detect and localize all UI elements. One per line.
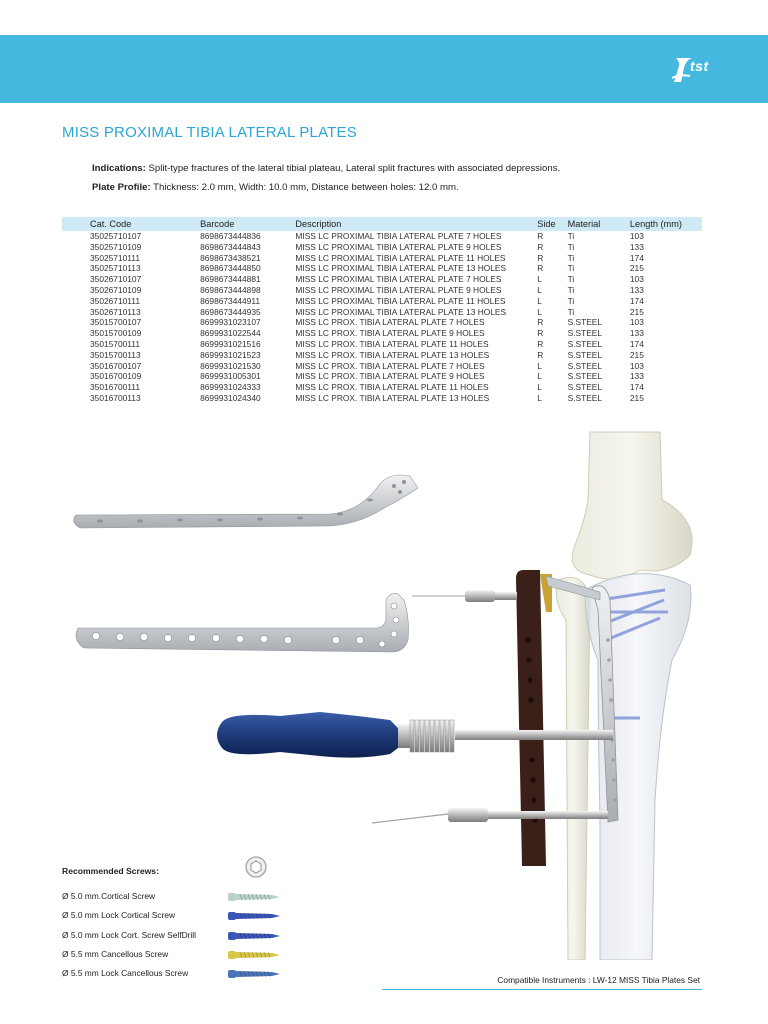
brand-logo (670, 52, 728, 88)
cell-cat-code: 35025710113 (90, 263, 141, 274)
cell-barcode: 8699931021523 (200, 349, 261, 360)
cell-cat-code: 35025710107 (90, 231, 142, 241)
cell-description: MISS LC PROXIMAL TIBIA LATERAL PLATE 11 HOLES (295, 252, 506, 263)
cell-material: S.STEEL (567, 382, 603, 393)
cell-description: MISS LC PROXIMAL TIBIA LATERAL PLATE 13 HOLES (295, 306, 507, 317)
col-side: Side (537, 219, 556, 229)
cell-cat-code: 35026710109 (90, 284, 142, 295)
cell-description: MISS LC PROX. TIBIA LATERAL PLATE 13 HOLES (295, 392, 490, 403)
cell-length: 215 (629, 306, 644, 317)
cell-side: R (537, 263, 544, 274)
cell-length: 215 (629, 349, 644, 360)
cell-material: S.STEEL (567, 328, 603, 339)
indications (92, 163, 560, 174)
cell-description: MISS LC PROXIMAL TIBIA LATERAL PLATE 7 HOLES (295, 274, 502, 285)
cell-material: Ti (567, 295, 575, 306)
screw-icon (226, 891, 282, 903)
screwdriver (217, 712, 613, 758)
indications-text: Split-type fractures of the lateral tibial plateau, Lateral split fractures with associated depressions. (145, 163, 561, 174)
cell-side: R (537, 317, 544, 328)
cell-barcode: 8698673444911 (200, 295, 261, 306)
table-row (62, 393, 702, 404)
cell-description: MISS LC PROX. TIBIA LATERAL PLATE 13 HOLES (295, 349, 490, 360)
cell-description: MISS LC PROXIMAL TIBIA LATERAL PLATE 9 HOLES (295, 284, 502, 295)
cell-barcode: 8699931021530 (200, 360, 261, 371)
table-row (62, 296, 702, 307)
cell-side: L (537, 295, 542, 306)
plate-profile (92, 182, 459, 193)
table-row (62, 242, 702, 253)
col-cat-code: Cat. Code (90, 219, 132, 229)
table-row (62, 274, 702, 285)
cell-cat-code: 35026710111 (90, 295, 140, 306)
screw-label: Ø 5.0 mm Lock Cort. Screw SelfDrill (62, 930, 197, 940)
table-row (62, 263, 702, 274)
cell-length: 103 (629, 274, 644, 285)
table-row (62, 382, 702, 393)
cell-side: L (537, 371, 542, 382)
cell-cat-code: 35015700113 (90, 349, 141, 360)
table-row (62, 371, 702, 382)
table-row (62, 339, 702, 350)
cell-side: L (537, 284, 542, 295)
footer-divider (382, 989, 702, 990)
product-table (62, 217, 702, 404)
top-drill-sleeve (412, 590, 517, 602)
cell-cat-code: 35025710111 (90, 252, 140, 263)
cell-length: 103 (629, 317, 644, 328)
col-length: Length (mm) (629, 219, 682, 229)
fibula-bone (556, 578, 590, 961)
cell-side: L (537, 306, 542, 317)
cell-material: S.STEEL (567, 338, 603, 349)
femur-bone (572, 432, 692, 579)
cell-cat-code: 35016700107 (90, 360, 142, 371)
cell-barcode: 8698673444843 (200, 241, 261, 252)
cell-length: 215 (629, 263, 644, 274)
screw-label: Ø 5.0 mm.Cortical Screw (62, 891, 156, 901)
table-row (62, 317, 702, 328)
cell-barcode: 8699931024340 (200, 392, 261, 403)
cell-cat-code: 35015700107 (90, 317, 142, 328)
plate-profile-text: Thickness: 2.0 mm, Width: 10.0 mm, Distance between holes: 12.0 mm. (150, 182, 459, 193)
cell-side: R (537, 252, 544, 263)
cell-material: S.STEEL (567, 349, 603, 360)
cell-side: R (537, 349, 544, 360)
page-title: MISS PROXIMAL TIBIA LATERAL PLATES (62, 124, 357, 141)
cell-length: 133 (629, 284, 644, 295)
cell-cat-code: 35015700111 (90, 338, 140, 349)
table-row (62, 350, 702, 361)
cell-description: MISS LC PROX. TIBIA LATERAL PLATE 9 HOLES (295, 328, 485, 339)
cell-side: L (537, 392, 542, 403)
cell-side: R (537, 231, 544, 241)
cell-description: MISS LC PROX. TIBIA LATERAL PLATE 7 HOLES (295, 360, 485, 371)
cell-material: Ti (567, 231, 575, 241)
header-band (0, 35, 768, 103)
cell-description: MISS LC PROX. TIBIA LATERAL PLATE 7 HOLES (295, 317, 485, 328)
cell-cat-code: 35016700109 (90, 371, 142, 382)
screw-icon (226, 910, 282, 922)
cell-material: Ti (567, 252, 575, 263)
cell-description: MISS LC PROXIMAL TIBIA LATERAL PLATE 13 HOLES (295, 263, 507, 274)
table-row (62, 307, 702, 318)
cell-barcode: 8698673444881 (200, 274, 261, 285)
cell-description: MISS LC PROXIMAL TIBIA LATERAL PLATE 11 HOLES (295, 295, 506, 306)
cell-description: MISS LC PROX. TIBIA LATERAL PLATE 9 HOLES (295, 371, 485, 382)
cell-barcode: 8698673444898 (200, 284, 261, 295)
col-barcode: Barcode (200, 219, 235, 229)
screw-icon (226, 968, 282, 980)
table-row (62, 253, 702, 264)
cell-barcode: 8698673444836 (200, 231, 261, 241)
cell-side: L (537, 382, 542, 393)
cell-material: Ti (567, 241, 575, 252)
brand-text: tst (690, 58, 709, 74)
col-material: Material (567, 219, 601, 229)
screw-label: Ø 5.5 mm Lock Cancellous Screw (62, 968, 189, 978)
cell-length: 133 (629, 328, 644, 339)
cell-side: R (537, 338, 544, 349)
col-description: Description (295, 219, 342, 229)
cell-length: 174 (629, 338, 644, 349)
cell-cat-code: 35015700109 (90, 328, 142, 339)
cell-barcode: 8699931021516 (200, 338, 261, 349)
cell-length: 103 (629, 360, 644, 371)
screws-title: Recommended Screws: (62, 866, 159, 876)
screw-label: Ø 5.0 mm Lock Cortical Screw (62, 910, 176, 920)
cell-material: S.STEEL (567, 392, 603, 403)
screw-icon (226, 930, 282, 942)
hex-head-icon (242, 855, 270, 879)
table-row (62, 285, 702, 296)
cell-length: 174 (629, 252, 644, 263)
cell-material: Ti (567, 263, 575, 274)
cell-side: R (537, 328, 544, 339)
cell-cat-code: 35016700111 (90, 382, 140, 393)
table-row (62, 328, 702, 339)
cell-material: S.STEEL (567, 360, 603, 371)
cell-description: MISS LC PROXIMAL TIBIA LATERAL PLATE 9 HOLES (295, 241, 502, 252)
table-body (62, 231, 702, 404)
table-row (62, 361, 702, 372)
cell-material: S.STEEL (567, 371, 603, 382)
cell-cat-code: 35026710113 (90, 306, 141, 317)
cell-barcode: 8698673444850 (200, 263, 261, 274)
cell-barcode: 8699931022544 (200, 328, 261, 339)
cell-material: S.STEEL (567, 317, 603, 328)
cell-side: R (537, 241, 544, 252)
cell-description: MISS LC PROX. TIBIA LATERAL PLATE 11 HOLES (295, 338, 489, 349)
cell-cat-code: 35026710107 (90, 274, 142, 285)
cell-length: 174 (629, 295, 644, 306)
cell-length: 133 (629, 241, 644, 252)
cell-barcode: 8698673438521 (200, 252, 261, 263)
plate-profile-label: Plate Profile: (92, 182, 151, 193)
cell-barcode: 8699931024333 (200, 382, 261, 393)
table-row (62, 231, 702, 242)
cell-barcode: 8699931023107 (200, 317, 261, 328)
product-illustration (0, 420, 768, 960)
cell-length: 174 (629, 382, 644, 393)
loose-plate-curved (74, 475, 418, 528)
screw-label: Ø 5.5 mm Cancellous Screw (62, 949, 169, 959)
cell-side: L (537, 360, 542, 371)
compatible-instruments-note: Compatible Instruments : LW-12 MISS Tibia Plates Set (497, 975, 700, 985)
cell-material: Ti (567, 306, 575, 317)
indications-label: Indications: (92, 163, 146, 174)
cell-cat-code: 35025710109 (90, 241, 142, 252)
table-header-row (62, 217, 702, 231)
cell-length: 103 (629, 231, 644, 241)
cell-side: L (537, 274, 542, 285)
cell-material: Ti (567, 284, 575, 295)
cell-description: MISS LC PROX. TIBIA LATERAL PLATE 11 HOLES (295, 382, 489, 393)
cell-barcode: 8699931005301 (200, 371, 261, 382)
cell-description: MISS LC PROXIMAL TIBIA LATERAL PLATE 7 HOLES (295, 231, 502, 241)
cell-length: 133 (629, 371, 644, 382)
cell-material: Ti (567, 274, 575, 285)
cell-barcode: 8698673444935 (200, 306, 261, 317)
cell-cat-code: 35016700113 (90, 392, 141, 403)
cell-length: 215 (629, 392, 644, 403)
loose-plate-head (76, 594, 409, 652)
screw-icon (226, 949, 282, 961)
